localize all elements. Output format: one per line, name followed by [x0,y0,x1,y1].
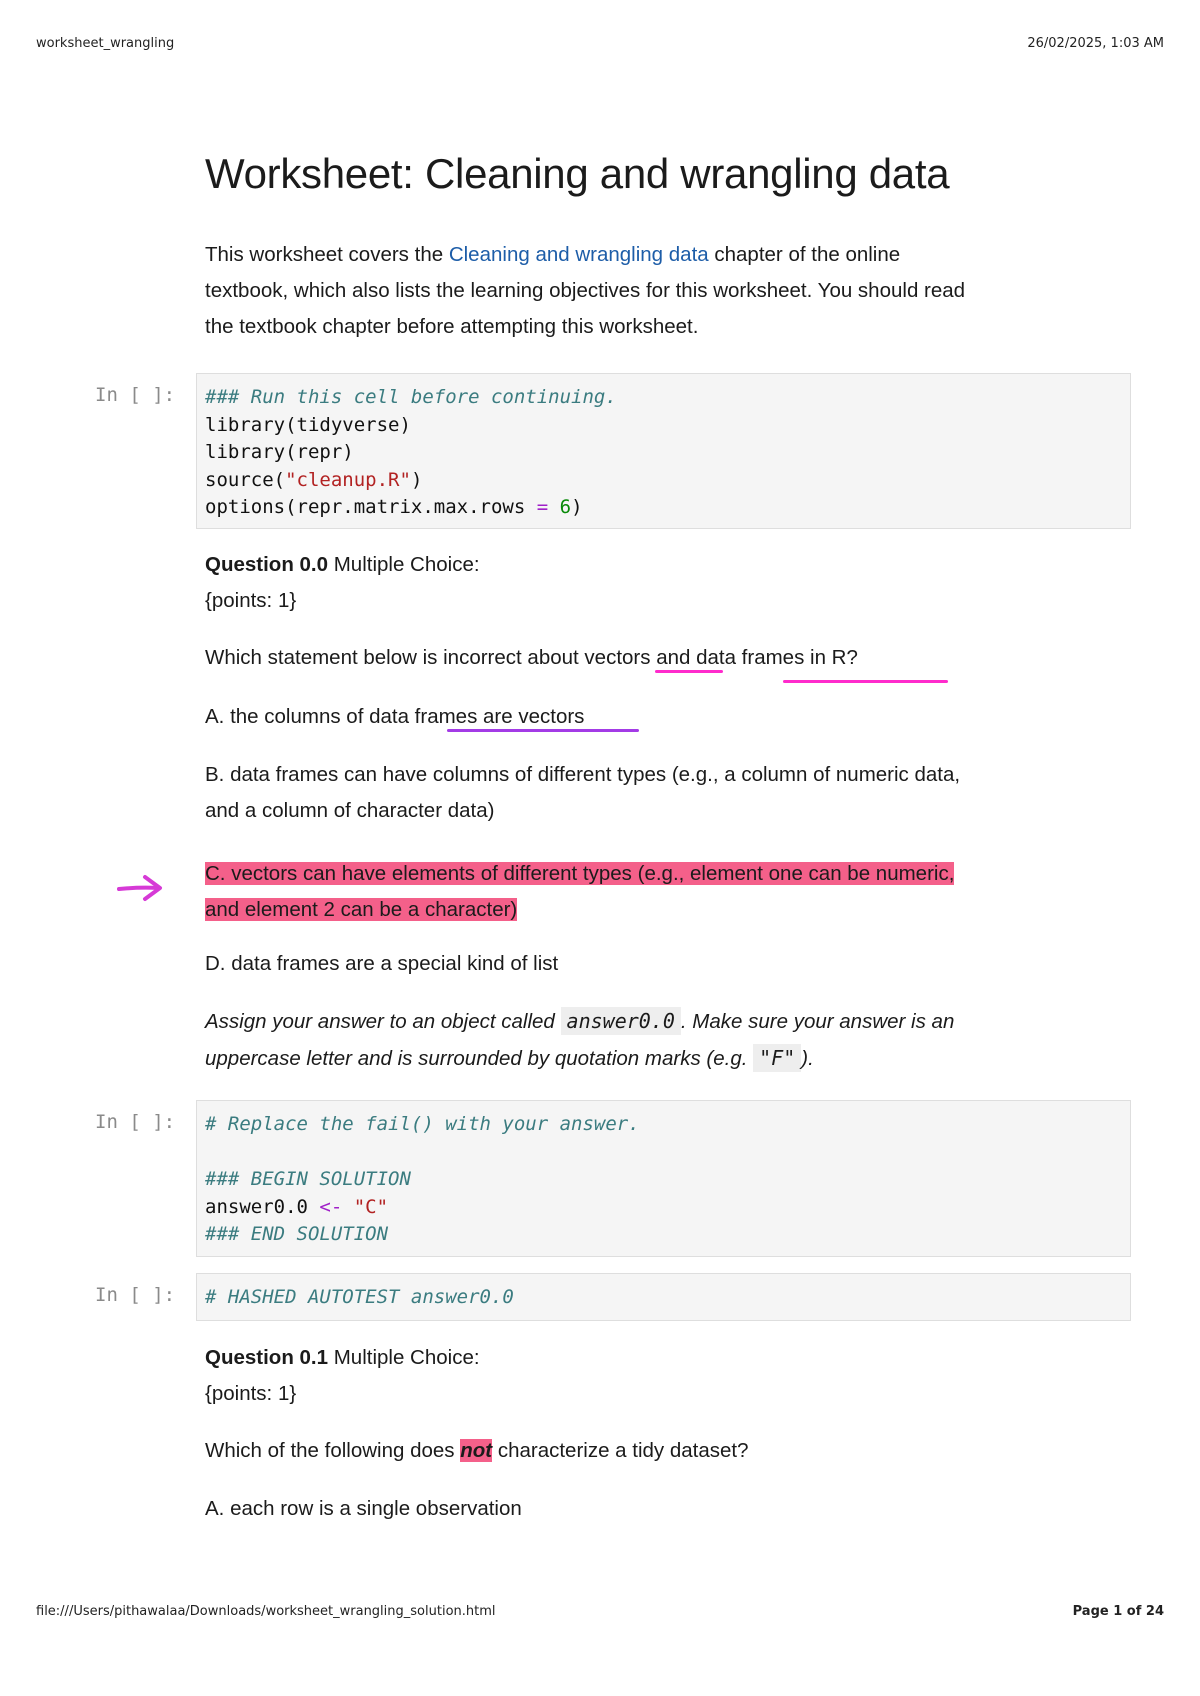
instruction-text: Assign your answer to an object called [205,1010,561,1033]
arrow-annotation-icon [115,872,167,904]
question-type: Multiple Choice: [328,553,480,576]
intro-text: the textbook chapter before attempting this worksheet. [205,315,699,338]
code-fn: library [205,441,286,463]
option-b [205,757,1105,829]
question-0-1-text [205,1433,1105,1469]
instruction-text: ). [801,1047,814,1070]
chapter-link[interactable]: Cleaning and wrangling data [448,243,709,266]
code-fn: library [205,413,286,436]
option-b-line: B. data frames can have columns of different types (e.g., a column of numeric data, [205,763,961,786]
intro-text: textbook, which also lists the learning objectives for this worksheet. You should read [205,279,966,302]
option-c-line-highlighted: C. vectors can have elements of different types (e.g., element one can be numeric, [205,862,955,885]
inline-code: answer0.0 [561,1007,681,1035]
underline-annotation [655,670,723,673]
code-number: 6 [559,496,572,518]
underline-annotation [447,729,639,732]
code-cell-setup[interactable]: ### Run this cell before continuing. library(tidyverse) library(repr) source("cleanup.R") options(repr.matrix.max.rows = 6) [196,373,1131,529]
question-points: {points: 1} [205,1382,297,1405]
question-text: Which of the following does [205,1439,461,1462]
code-operator: = [536,496,549,518]
code-comment: ### BEGIN SOLUTION [205,1168,411,1190]
question-points: {points: 1} [205,589,297,612]
code-fn: options [205,496,286,518]
inline-code: "F" [753,1044,801,1072]
highlighted-word: not [460,1439,493,1462]
code-var: answer0.0 [205,1195,320,1218]
question-0-1-header [205,1340,1105,1412]
code-cell-answer[interactable] [196,1100,1131,1257]
cell-prompt: In [ ]: [95,384,176,406]
question-label: Question 0.1 [205,1346,329,1369]
option-d: D. data frames are a special kind of list [205,952,559,975]
print-footer-page: Page 1 of 24 [1072,1604,1164,1619]
code-comment: ### Run this cell before continuing. [205,386,617,408]
print-header-title: worksheet_wrangling [36,36,175,51]
question-type: Multiple Choice: [328,1346,480,1369]
code-arg: repr [296,441,343,463]
intro-paragraph [205,237,1105,345]
option-c [205,856,1105,928]
page-title: Worksheet: Cleaning and wrangling data [205,150,950,197]
question-0-0-header [205,547,1105,619]
print-header-date: 26/02/2025, 1:03 AM [1027,36,1164,51]
code-comment: ### END SOLUTION [205,1223,389,1245]
code-operator: <- [319,1195,343,1218]
option-b-line: and a column of character data) [205,799,495,822]
code-comment: # Replace the fail() with your answer. [205,1113,640,1135]
option-a: A. each row is a single observation [205,1497,522,1520]
instruction-text: . Make sure your answer is an [680,1010,955,1033]
instruction-text: uppercase letter and is surrounded by quotation marks (e.g. [205,1047,754,1070]
cell-prompt: In [ ]: [95,1284,176,1306]
assign-instructions [205,1003,1105,1077]
intro-text: chapter of the online [708,243,901,266]
question-label: Question 0.0 [205,553,329,576]
code-string: "C" [342,1195,389,1218]
print-footer-path: file:///Users/pithawalaa/Downloads/worksheet_wrangling_solution.html [36,1604,496,1619]
code-comment: # HASHED AUTOTEST answer0.0 [205,1286,514,1308]
cell-prompt: In [ ]: [95,1111,176,1133]
code-fn: source [205,468,274,491]
code-cell-autotest[interactable] [196,1273,1131,1321]
intro-text: This worksheet covers the [205,243,449,266]
option-c-line-highlighted: and element 2 can be a character) [205,898,518,921]
question-0-0-text: Which statement below is incorrect about vectors and data frames in R? [205,646,858,669]
code-string: "cleanup.R" [285,468,411,491]
underline-annotation [783,680,948,683]
code-arg: repr.matrix.max.rows [296,496,537,518]
option-a: A. the columns of data frames are vectors [205,705,585,728]
code-arg: tidyverse [296,413,400,436]
question-text: characterize a tidy dataset? [492,1439,749,1462]
